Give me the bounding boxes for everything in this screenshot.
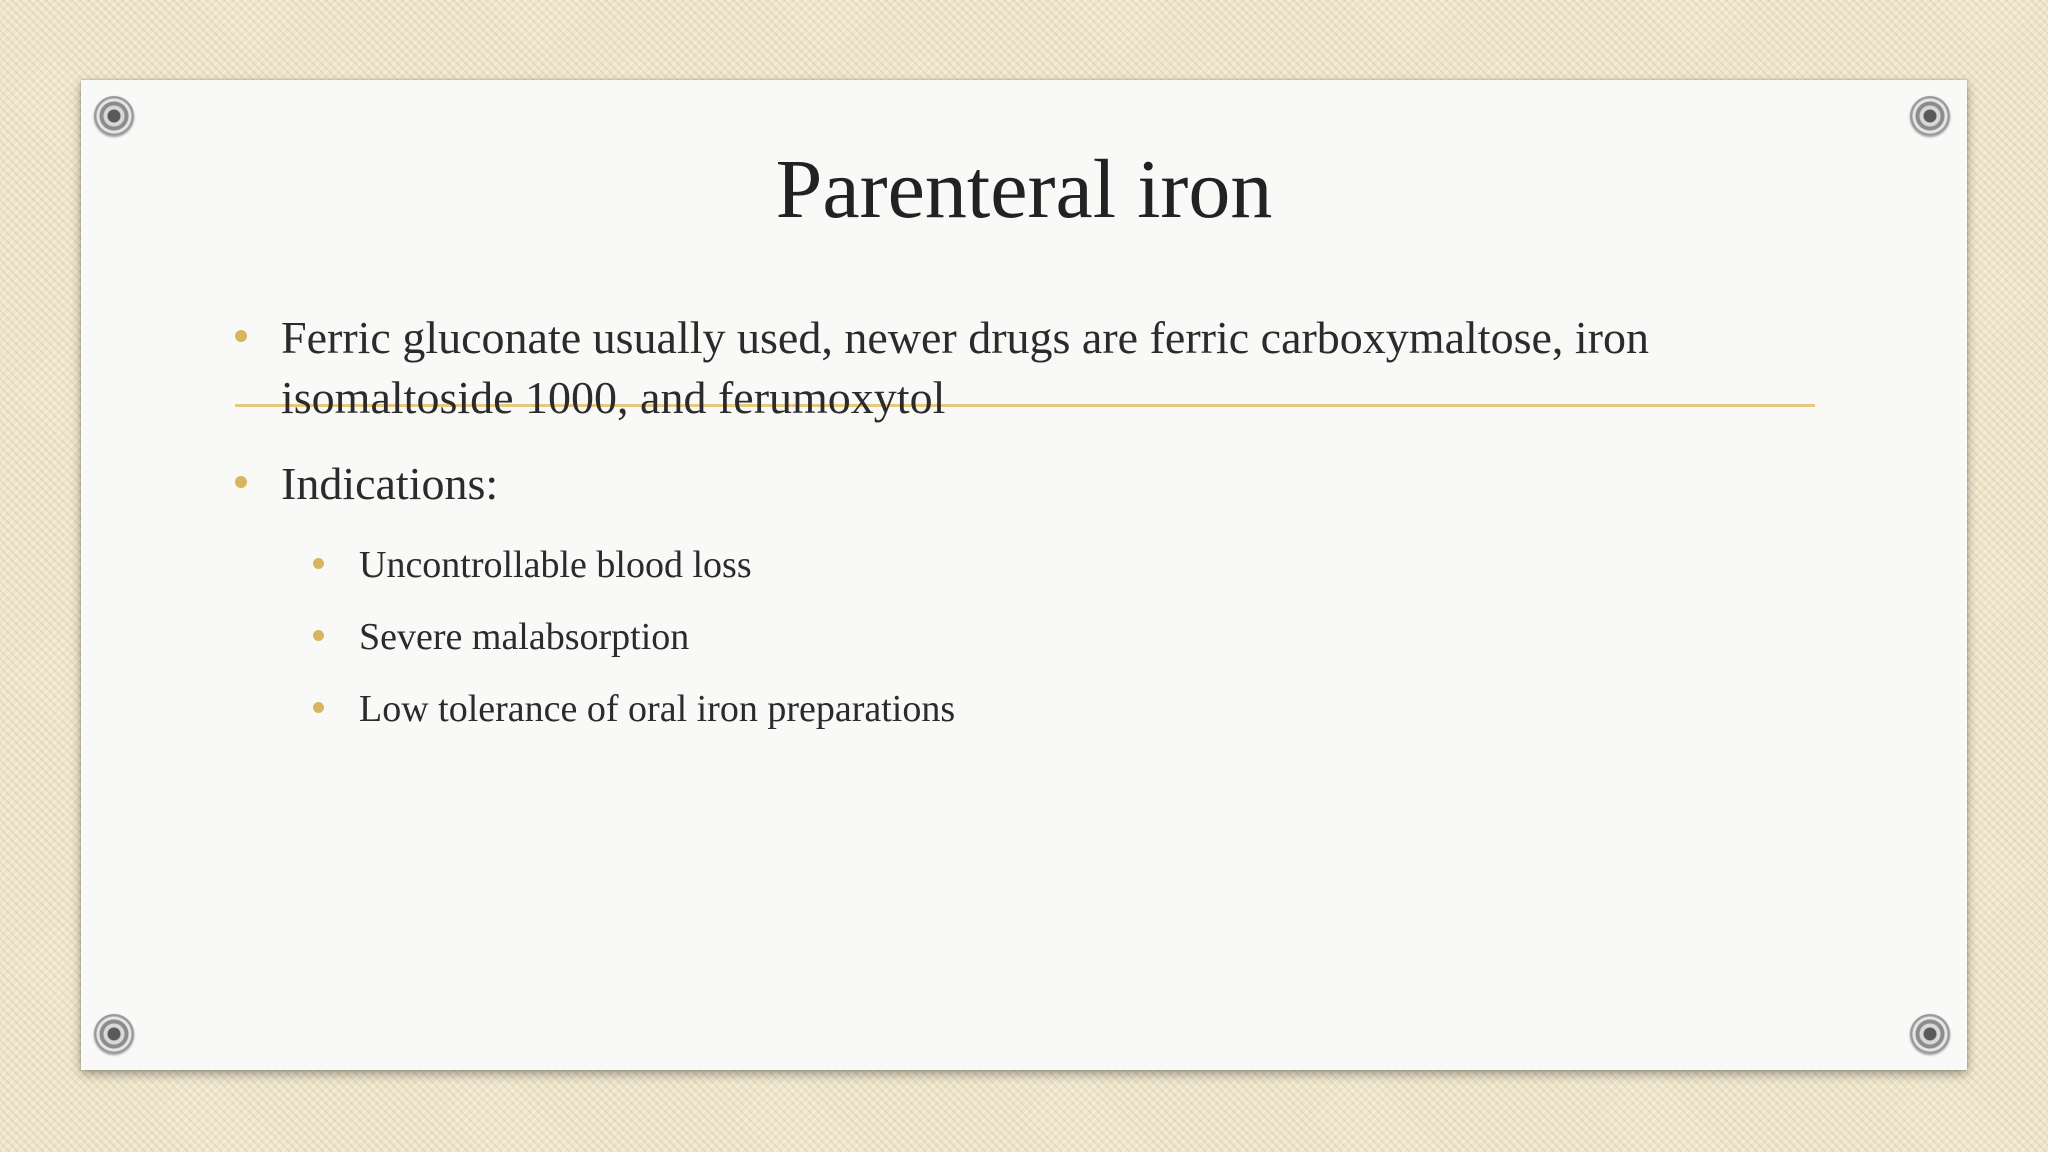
bullet-dot-icon: [235, 476, 247, 488]
bullet-text: Indications:: [281, 458, 499, 509]
slide-card: [81, 80, 1967, 1070]
slide-title: Parenteral iron: [775, 143, 1273, 236]
sub-bullet-text: Severe malabsorption: [359, 616, 690, 658]
sub-bullet-item: [235, 540, 1835, 590]
sub-bullet-item: [235, 612, 1835, 662]
bullet-item: [235, 308, 1835, 428]
sub-bullet-item: [235, 684, 1835, 734]
grommet-icon: [94, 1014, 134, 1054]
bullet-item: [235, 454, 1835, 514]
bullet-dot-icon: [313, 558, 324, 569]
bullet-dot-icon: [313, 630, 324, 641]
slide-content: [235, 308, 1835, 756]
grommet-icon: [1910, 1014, 1950, 1054]
grommet-icon: [94, 96, 134, 136]
bullet-dot-icon: [313, 702, 324, 713]
bullet-text: Ferric gluconate usually used, newer drugs are ferric carboxymaltose, iron isomaltoside 1000, and ferumoxytol: [281, 312, 1649, 423]
sub-bullet-text: Low tolerance of oral iron preparations: [359, 688, 956, 730]
bullet-dot-icon: [235, 330, 247, 342]
sub-bullet-text: Uncontrollable blood loss: [359, 544, 752, 586]
sub-bullet-list: [235, 540, 1835, 734]
grommet-icon: [1910, 96, 1950, 136]
